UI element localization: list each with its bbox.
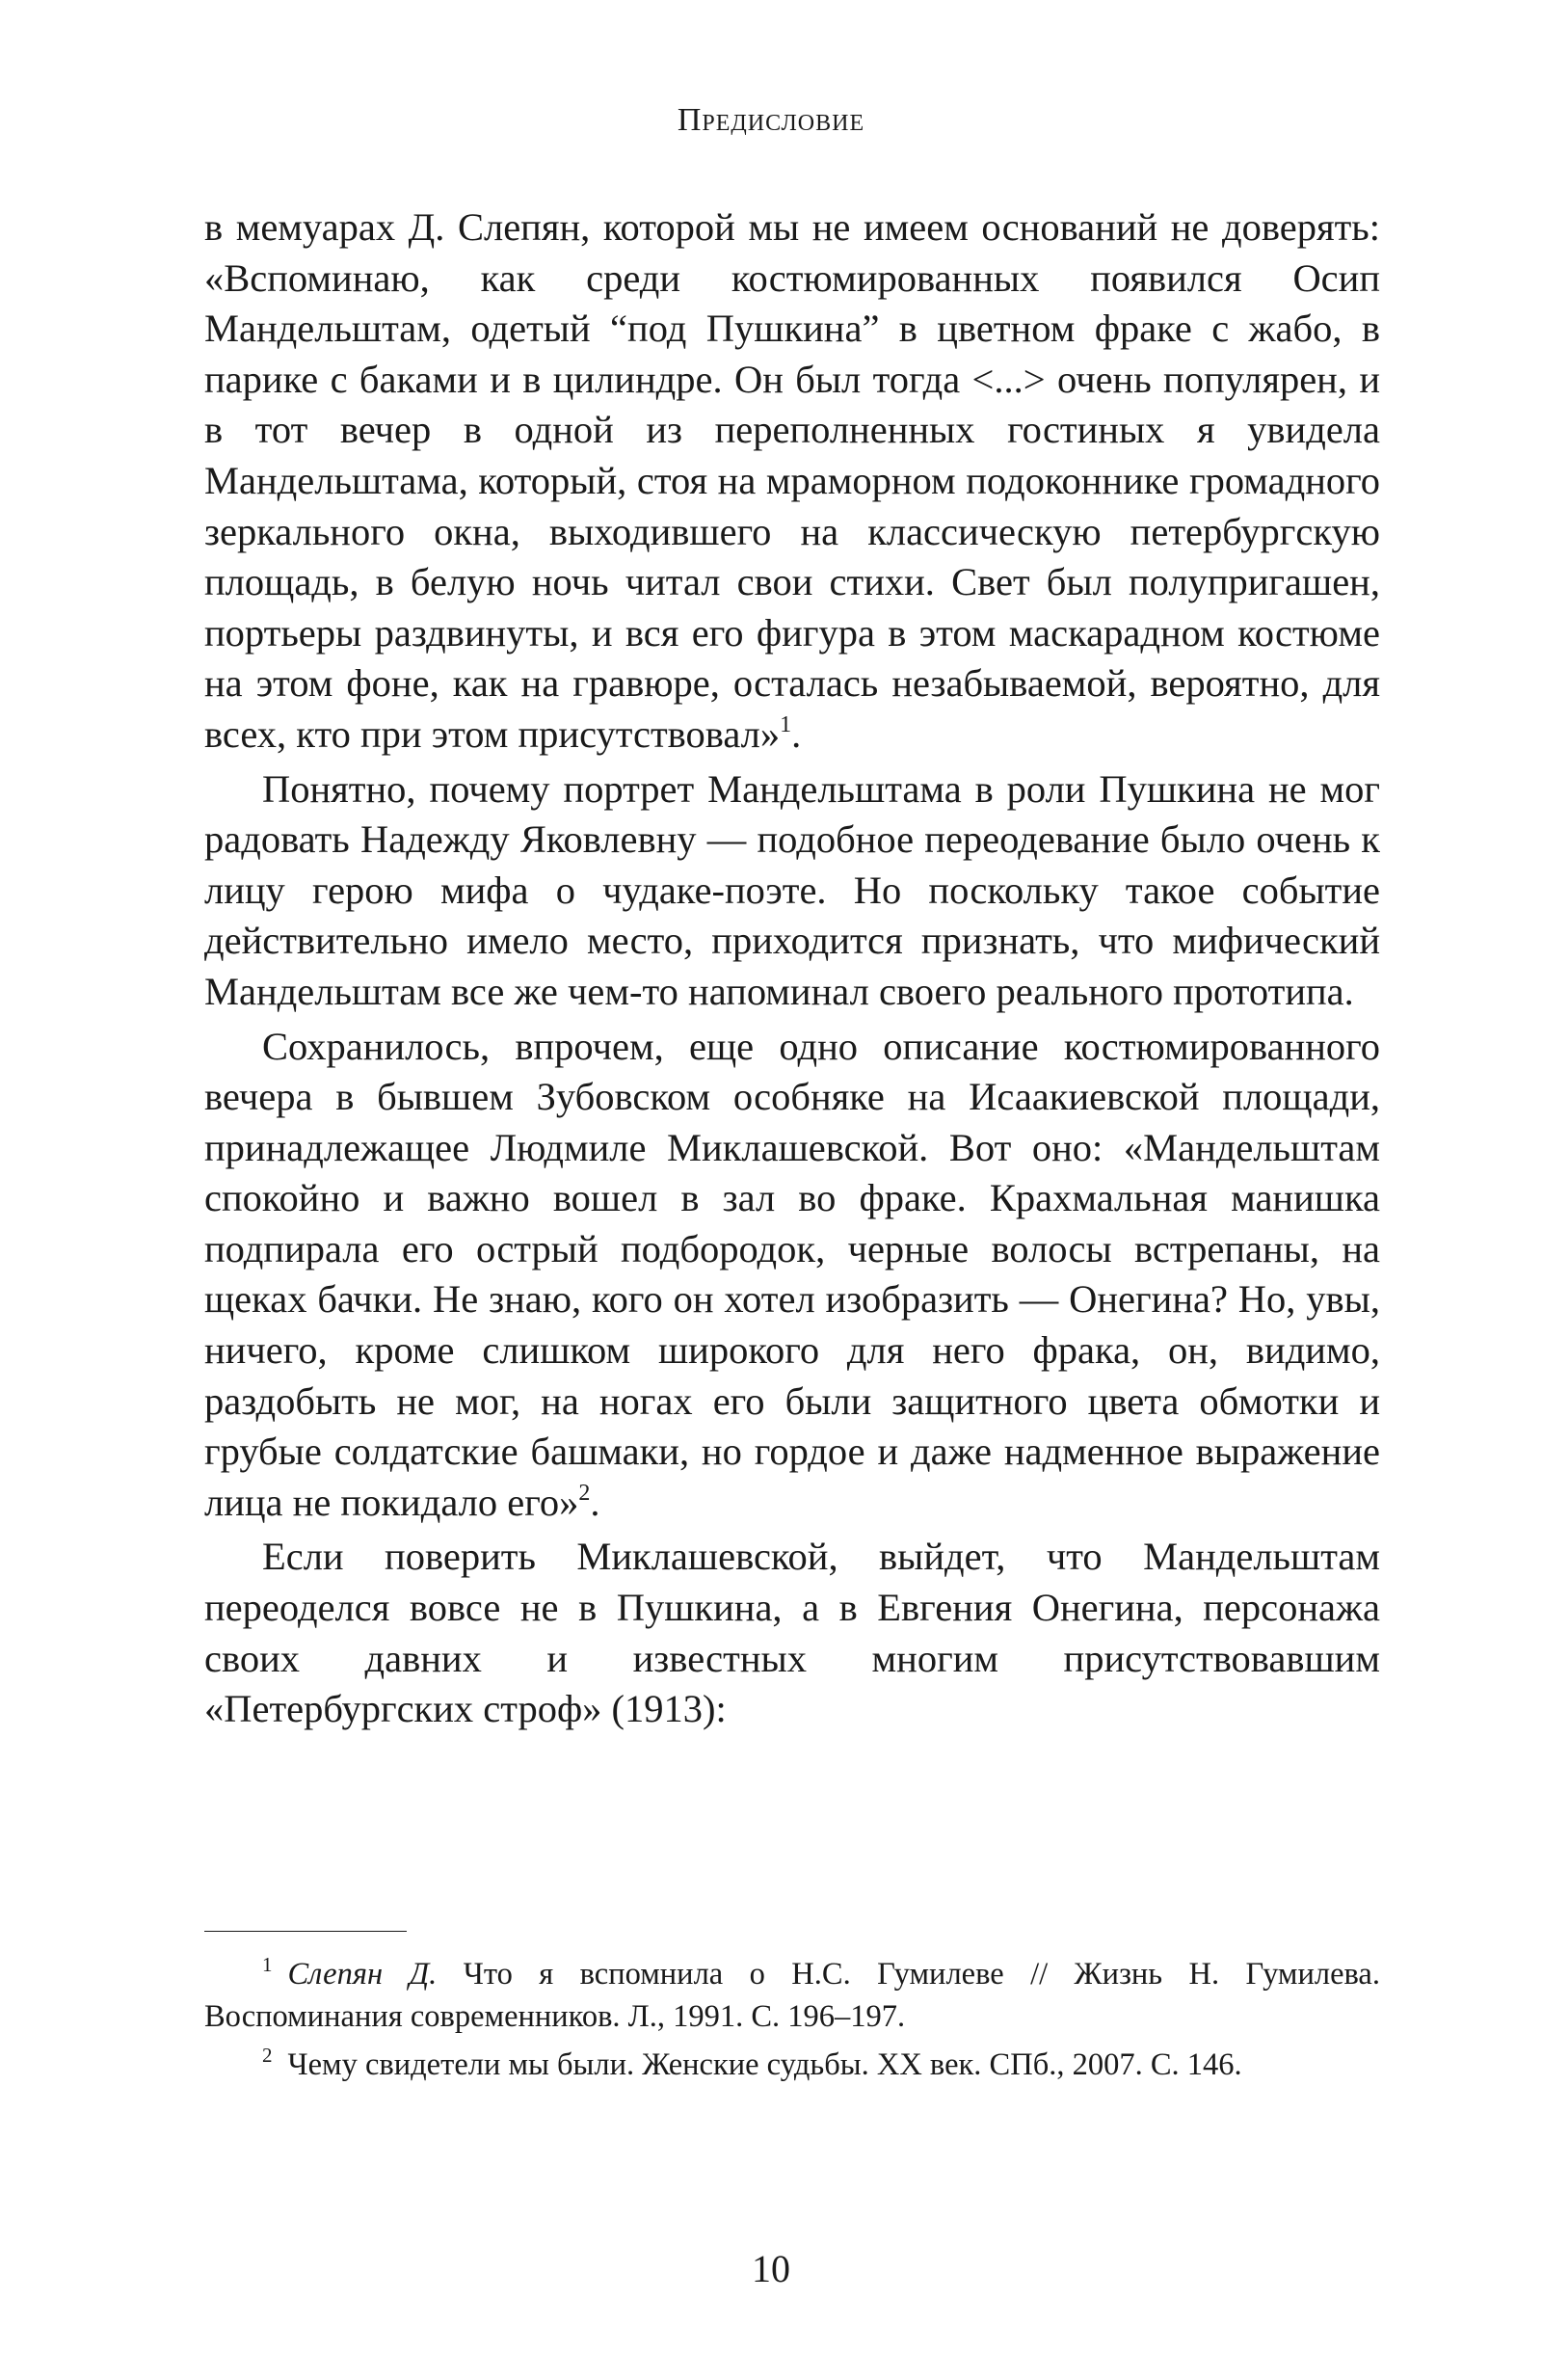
line: было очень к лицу герою мифа о чудаке-поэте. Но поскольку bbox=[204, 817, 1380, 912]
page-number: 10 bbox=[752, 2247, 790, 2290]
footnote-text: Что я вспомнила о Н.С. Гумилеве // Жизнь Н. Гумилева. bbox=[437, 1957, 1380, 1992]
footnote-author: Слепян Д. bbox=[287, 1957, 438, 1992]
line: ного вечера в бывшем Зубовском особняке на Исаакиевской bbox=[204, 1024, 1380, 1119]
line: очень популярен, и в тот вечер в одной из переполненных гос bbox=[204, 357, 1381, 452]
line: площади, принадлежащее Людмиле Миклашевской. Вот оно: bbox=[204, 1075, 1380, 1169]
footnote-separator bbox=[204, 1931, 407, 1932]
footnote-text: Чему свидетели мы были. Женские судьбы. XX век. СПб., 2007. bbox=[287, 2047, 1143, 2082]
line: рокого для него фрака, он, видимо, раздобыть не мог, на ногах bbox=[204, 1328, 1380, 1423]
line: при этом присутствовал» bbox=[359, 711, 781, 756]
footnotes bbox=[204, 1953, 1380, 2092]
line: такое событие действительно имело место, приходится при bbox=[204, 868, 1381, 963]
footnote-number: 1 bbox=[262, 1953, 273, 1976]
line: Сохранилось, впрочем, еще одно описание костюмирован bbox=[262, 1024, 1306, 1068]
line: «Петербургских строф» (1913): bbox=[204, 1687, 727, 1731]
line: Осип Мандельштам, одетый “под Пушкина” в цветном фра bbox=[204, 255, 1381, 351]
line: и вся его фигура в этом маскарадном костюме на этом фоне, bbox=[204, 610, 1380, 706]
footnote-text: Воспоминания современников. Л., 1991. С. 196–197. bbox=[204, 1999, 906, 2034]
line: сонажа своих давних и известных многим присутствовавшим bbox=[204, 1586, 1380, 1680]
line: не мог радовать Надежду Яковлевну — подобное переодевание bbox=[204, 766, 1381, 862]
line: классическую петербургскую площадь, в белую ночь читал bbox=[204, 509, 1380, 604]
main-text bbox=[204, 202, 1380, 1735]
line: переоделся вовсе не в Пушкина, а в Евгения Онегина, пер bbox=[204, 1586, 1262, 1630]
paragraph-4 bbox=[204, 1532, 1380, 1734]
line: свои стихи. Свет был полупригашен, портьеры раздвинуты, bbox=[204, 560, 1380, 655]
footnote-ref-1[interactable]: 1 bbox=[780, 711, 792, 737]
line: ке с жабо, в парике с баками и в цилиндре. Он был тогда <...> bbox=[204, 307, 1380, 401]
running-head: Предисловие bbox=[677, 102, 865, 138]
footnote-ref-2[interactable]: 2 bbox=[578, 1480, 591, 1506]
line: его были защитного цвета обмотки и грубые солдатские баш bbox=[204, 1378, 1380, 1474]
paragraph-end: . bbox=[590, 1480, 600, 1524]
line: знать, что мифический Мандельштам все же чем-то напоми bbox=[204, 919, 1380, 1013]
line: нал своего реального прототипа. bbox=[811, 969, 1354, 1013]
paragraph-2 bbox=[204, 764, 1380, 1018]
line: «Мандельштам спокойно и важно вошел в зал во фраке. Крах bbox=[204, 1125, 1381, 1220]
line: Если поверить Миклашевской, выйдет, что Мандельштам bbox=[262, 1535, 1380, 1579]
line: дало его» bbox=[420, 1480, 579, 1524]
footnote-text: С. 146. bbox=[1150, 2047, 1242, 2082]
paragraph-end: . bbox=[791, 711, 802, 756]
footnote-2 bbox=[204, 2044, 1380, 2086]
line: тиных я увидела Мандельштама, который, стоя на мраморном bbox=[204, 408, 1380, 502]
line: Понятно, почему портрет Мандельштама в роли Пушкина bbox=[262, 766, 1256, 811]
line: мальная манишка подпирала его острый подбородок, черные bbox=[204, 1176, 1380, 1270]
line: как на гравюре, осталась незабываемой, вероятно, для всех, кто bbox=[204, 661, 1381, 756]
line: волосы встрепаны, на щеках бачки. Не знаю, кого он хотел bbox=[204, 1226, 1380, 1322]
paragraph-3 bbox=[204, 1022, 1380, 1529]
line: в мемуарах Д. Слепян, которой мы не имеем оснований не до bbox=[204, 205, 1262, 249]
footnote-1 bbox=[204, 1953, 1380, 2038]
line: маки, но гордое и даже надменное выражение лица не поки bbox=[204, 1430, 1380, 1524]
line: подоконнике громадного зеркального окна, выходившего на bbox=[204, 458, 1381, 553]
line: изобразить — Онегина? Но, увы, ничего, кроме слишком ши bbox=[204, 1277, 1381, 1373]
line: верять: «Вспоминаю, как среди костюмированных появился bbox=[204, 205, 1380, 300]
paragraph-1 bbox=[204, 202, 1380, 761]
footnote-number: 2 bbox=[262, 2044, 273, 2067]
